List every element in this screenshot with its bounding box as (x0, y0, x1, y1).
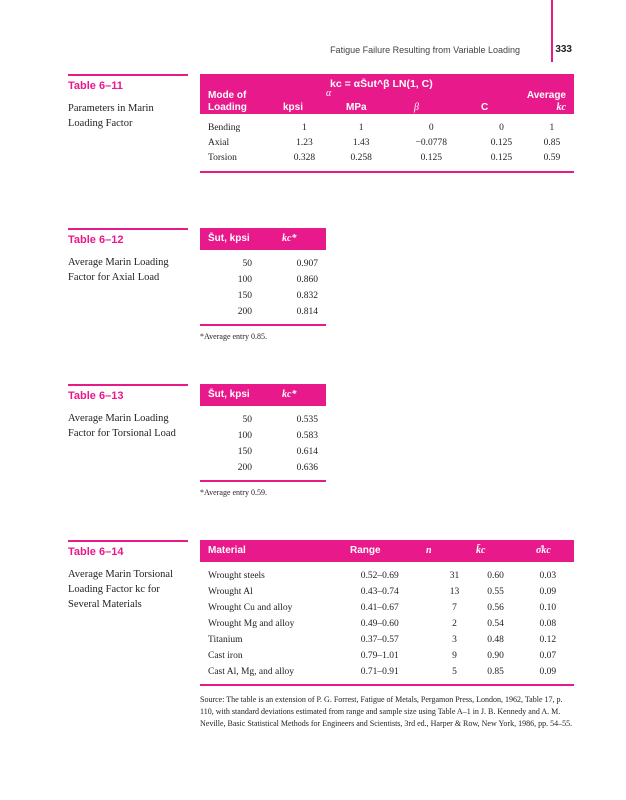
cell: 0 (428, 122, 434, 133)
cell: 200 (237, 463, 252, 473)
table-caption: Average Marin Loading Factor for Torsional Load (68, 413, 176, 439)
header-beta: β (414, 102, 419, 113)
cell: 0.10 (539, 603, 557, 613)
running-title: Fatigue Failure Resulting from Variable Loading (330, 45, 520, 55)
table-row (200, 150, 574, 165)
cell: Wrought Al (208, 587, 253, 597)
cell: 0.814 (296, 307, 318, 317)
cell: 150 (237, 447, 252, 457)
cell: 0.125 (490, 152, 513, 163)
cell: 0 (499, 122, 504, 133)
table-bottom-rule (200, 684, 574, 686)
table-caption: Parameters in Marin Loading Factor (68, 103, 154, 129)
table-row (200, 584, 574, 600)
cell: 200 (237, 307, 252, 317)
cell: Cast Al, Mg, and alloy (208, 667, 295, 677)
table-caption: Average Marin Loading Factor for Axial Load (68, 257, 169, 283)
table-row (200, 632, 574, 648)
table-row (200, 460, 326, 476)
cell: 0.535 (296, 415, 318, 425)
data-table (200, 568, 574, 680)
cell: Wrought Cu and alloy (208, 603, 293, 613)
table-note: *Average entry 0.59. (200, 488, 267, 497)
cell: Axial (208, 137, 230, 148)
cell: 0.09 (539, 667, 557, 677)
table-number: Table 6–12 (68, 228, 188, 246)
cell: 0.03 (539, 571, 557, 581)
table-row (200, 288, 326, 304)
cell: 1 (549, 122, 555, 133)
table-6-13 (200, 384, 326, 497)
table-header (200, 384, 326, 406)
cell: 0.71–0.91 (360, 667, 399, 677)
header-kc-stddev: σ̂kc (536, 545, 551, 556)
cell: 0.832 (296, 291, 318, 301)
cell: 0.258 (350, 152, 372, 163)
table-row (200, 272, 326, 288)
cell: 0.79–1.01 (360, 651, 399, 661)
cell: 0.56 (487, 603, 504, 613)
cell: 0.125 (420, 152, 442, 163)
table-row (200, 304, 326, 320)
cell: 0.52–0.69 (360, 571, 399, 581)
header-mpa: MPa (346, 102, 367, 113)
cell: 0.09 (539, 587, 557, 597)
cell: 0.54 (487, 619, 504, 629)
cell: 50 (242, 415, 252, 425)
cell: 0.636 (296, 463, 318, 473)
cell: 3 (452, 635, 457, 645)
table-6-13-label (68, 384, 188, 441)
table-number: Table 6–11 (68, 74, 188, 92)
cell: 0.85 (543, 137, 561, 148)
header-material: Material (208, 545, 246, 556)
cell: 0.907 (296, 259, 318, 269)
table-row (200, 568, 574, 584)
table-row (200, 444, 326, 460)
cell: 0.49–0.60 (360, 619, 399, 629)
header-formula: kc = αS̄ut^β LN(1, C) (330, 78, 433, 90)
header-kc: kc* (282, 233, 297, 244)
cell: 2 (452, 619, 457, 629)
page-number: 333 (555, 44, 572, 55)
cell: Cast iron (208, 651, 243, 661)
cell: 0.90 (487, 651, 504, 661)
cell: 5 (452, 667, 457, 677)
cell: Wrought Mg and alloy (208, 619, 295, 629)
cell: Bending (208, 122, 241, 133)
table-6-11 (200, 74, 574, 173)
table-row (200, 135, 574, 150)
table-row (200, 428, 326, 444)
cell: 0.55 (487, 587, 504, 597)
cell: 0.59 (543, 152, 561, 163)
cell: 0.12 (539, 635, 557, 645)
cell: 31 (449, 571, 460, 581)
table-6-14-label (68, 540, 188, 612)
cell: Titanium (208, 635, 243, 645)
table-6-14 (200, 540, 574, 730)
table-note: *Average entry 0.85. (200, 332, 267, 341)
table-row (200, 600, 574, 616)
table-bottom-rule (200, 324, 326, 326)
cell: 0.08 (539, 619, 557, 629)
table-6-12 (200, 228, 326, 341)
table-header (200, 228, 326, 250)
cell: 7 (452, 603, 457, 613)
cell: Torsion (208, 152, 237, 163)
cell: 100 (237, 275, 252, 285)
table-bottom-rule (200, 171, 574, 173)
table-row (200, 648, 574, 664)
cell: 150 (237, 291, 252, 301)
header-average-label: Average (526, 90, 566, 101)
cell: 50 (242, 259, 252, 269)
header-alpha: α (326, 88, 332, 99)
cell: 0.85 (487, 667, 504, 677)
cell: 1 (358, 122, 364, 133)
table-row (200, 256, 326, 272)
header-kpsi: kpsi (283, 102, 304, 113)
cell: 0.60 (487, 571, 504, 581)
header-sut: S̄ut, kpsi (208, 389, 250, 400)
cell: 0.583 (296, 431, 318, 441)
cell: 0.860 (296, 275, 318, 285)
table-row (200, 412, 326, 428)
cell: 1.43 (352, 137, 370, 148)
cell: 0.125 (490, 137, 513, 148)
table-caption: Average Marin Torsional Loading Factor kc for Several Materials (68, 569, 174, 610)
header-sut: S̄ut, kpsi (208, 233, 250, 244)
header-average (527, 90, 566, 114)
cell: 1.23 (296, 137, 313, 148)
data-table (200, 256, 326, 320)
table-row (200, 616, 574, 632)
cell: 100 (237, 431, 252, 441)
table-row (200, 120, 574, 135)
data-table (200, 412, 326, 476)
cell: 9 (452, 651, 457, 661)
header-n: n (426, 545, 432, 556)
table-number: Table 6–14 (68, 540, 188, 558)
cell: 0.48 (487, 635, 504, 645)
page-header (330, 44, 600, 60)
table-6-11-label (68, 74, 188, 131)
header-kc: kc* (282, 389, 297, 400)
table-header (200, 74, 574, 114)
header-kc: kc (556, 102, 566, 113)
cell: 0.614 (296, 447, 318, 457)
cell: 1 (302, 122, 307, 133)
table-number: Table 6–13 (68, 384, 188, 402)
header-c: C (481, 102, 489, 113)
cell: Wrought steels (208, 571, 265, 581)
cell: 0.43–0.74 (360, 587, 399, 597)
header-range: Range (350, 545, 381, 556)
cell: 0.07 (539, 651, 557, 661)
cell: 0.41–0.67 (360, 603, 399, 613)
table-row (200, 664, 574, 680)
table-6-12-label (68, 228, 188, 285)
table-bottom-rule (200, 480, 326, 482)
cell: 13 (449, 587, 460, 597)
data-table (200, 120, 574, 165)
header-kc-mean: k̄c (476, 545, 486, 556)
table-source: Source: The table is an extension of P. G. Forrest, Fatigue of Metals, Pergamon Press, London, 1962, Table 17, p. 110, with standard deviations estimated from range and sample size using Table A–1 in J. B. Kennedy and A. M. Neville, Basic Statistical Methods for Engineers and Scientists, 3rd ed., Harper & Row, New York, 1986, pp. 54–55. (200, 695, 573, 728)
cell: −0.0778 (415, 137, 448, 148)
cell: 0.37–0.57 (360, 635, 399, 645)
table-header (200, 540, 574, 562)
cell: 0.328 (293, 152, 316, 163)
header-mode: Mode of Loading (208, 90, 247, 113)
